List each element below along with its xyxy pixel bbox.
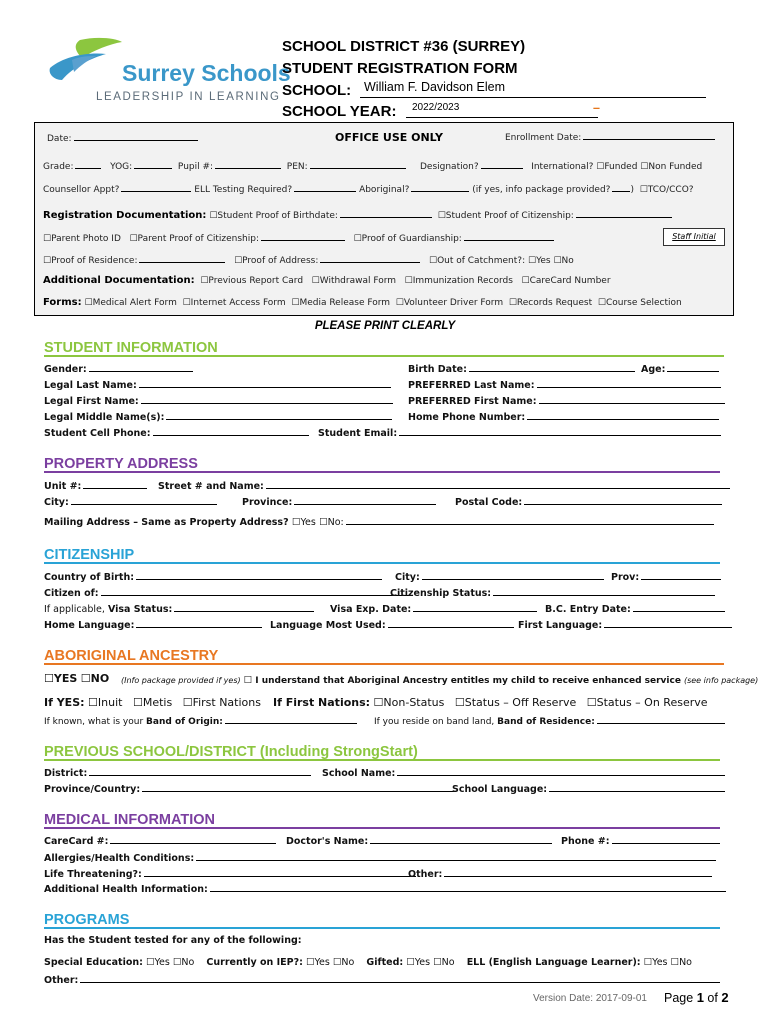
checkbox-icon[interactable]: ☐ [88, 696, 98, 709]
field-street[interactable]: Street # and Name: [158, 479, 730, 492]
field-student-cell[interactable]: Student Cell Phone: [44, 426, 309, 439]
field-birth-prov[interactable]: Prov: [611, 570, 721, 583]
staff-initial-box[interactable]: Staff Initial [663, 228, 725, 246]
field-programs-other[interactable]: Other: [44, 973, 720, 986]
checkbox-icon[interactable]: ☐ [597, 298, 606, 308]
rule-student [44, 355, 724, 357]
heading-programs: PROGRAMS [44, 912, 130, 928]
checkbox-icon[interactable]: ☐ [209, 211, 218, 221]
rule-previous [44, 759, 720, 761]
checkbox-icon[interactable]: ☐ [44, 672, 54, 685]
district-title: SCHOOL DISTRICT #36 (SURREY) [282, 38, 526, 55]
field-visa-exp[interactable]: Visa Exp. Date: [330, 602, 537, 615]
heading-student-information: STUDENT INFORMATION [44, 340, 218, 356]
field-phone[interactable]: Phone #: [561, 834, 720, 847]
checkbox-icon[interactable]: ☐ [373, 696, 384, 709]
checkbox-icon[interactable]: ☐ [305, 957, 315, 968]
checkbox-icon[interactable]: ☐ [200, 276, 209, 286]
field-citizen-of[interactable]: Citizen of: [44, 586, 413, 599]
checkbox-icon[interactable]: ☐ [433, 957, 442, 968]
field-bc-entry[interactable]: B.C. Entry Date: [545, 602, 725, 615]
logo-tagline: LEADERSHIP IN LEARNING [96, 91, 281, 103]
checkbox-icon[interactable]: ☐ [172, 957, 182, 968]
aboriginal-understand[interactable]: (Info package provided if yes) ☐ I understand that Aboriginal Ancestry entitles my child to receive enhanced service (see info package) [121, 675, 759, 686]
checkbox-icon[interactable]: ☐ [332, 957, 342, 968]
rule-property [44, 471, 720, 473]
page-number: Page 1 of 2 [664, 990, 729, 1005]
checkbox-icon[interactable]: ☐ [80, 672, 91, 685]
checkbox-icon[interactable]: ☐ [639, 185, 648, 195]
form-title: STUDENT REGISTRATION FORM [282, 60, 518, 77]
checkbox-icon[interactable]: ☐ [43, 234, 52, 244]
school-line [360, 97, 706, 98]
checkbox-icon[interactable]: ☐ [527, 256, 537, 266]
surrey-schools-logo [44, 36, 291, 108]
office-title: OFFICE USE ONLY [335, 131, 443, 144]
field-birth-city[interactable]: City: [395, 570, 604, 583]
field-school-language[interactable]: School Language: [452, 782, 725, 795]
field-first-language[interactable]: First Language: [518, 618, 732, 631]
programs-options[interactable]: Special Education: ☐Yes ☐No Currently on IEP?: ☐Yes ☐No Gifted: ☐Yes ☐No ELL (English Language Learner): ☐Yes ☐No [44, 957, 692, 968]
field-province[interactable]: Province: [242, 495, 436, 508]
office-row-forms: Forms: ☐Medical Alert Form ☐Internet Access Form ☐Media Release Form ☐Volunteer Driver Form ☐Records Request ☐Course Selection [43, 297, 682, 308]
field-unit[interactable]: Unit #: [44, 479, 147, 492]
field-citizenship-status[interactable]: Citizenship Status: [390, 586, 715, 599]
field-home-language[interactable]: Home Language: [44, 618, 262, 631]
school-year-value[interactable]: 2022/2023 [412, 102, 460, 113]
checkbox-icon[interactable]: ☐ [553, 256, 562, 266]
aboriginal-fn-status[interactable]: If First Nations: ☐Non-Status ☐Status – Off Reserve ☐Status – On Reserve [273, 696, 708, 709]
heading-citizenship: CITIZENSHIP [44, 547, 135, 563]
field-life-threatening[interactable]: Life Threatening?: [44, 867, 416, 880]
checkbox-icon[interactable]: ☐ [291, 517, 301, 528]
field-legal-last-name[interactable]: Legal Last Name: [44, 378, 391, 391]
checkbox-icon[interactable]: ☐ [643, 957, 653, 968]
field-legal-middle-name[interactable]: Legal Middle Name(s): [44, 410, 392, 423]
office-use-box [34, 122, 734, 316]
checkbox-icon[interactable]: ☐ [521, 276, 530, 286]
rule-aboriginal [44, 663, 724, 665]
checkbox-icon[interactable]: ☐ [596, 162, 605, 172]
logo-swoosh-icon [44, 36, 124, 86]
aboriginal-yes-no[interactable]: ☐YES ☐NO [44, 672, 110, 685]
field-preferred-first-name[interactable]: PREFERRED First Name: [408, 394, 725, 407]
heading-medical-information: MEDICAL INFORMATION [44, 812, 216, 828]
field-visa-status[interactable]: If applicable, Visa Status: [44, 602, 314, 615]
school-value[interactable]: William F. Davidson Elem [364, 80, 506, 94]
office-row-grade: Grade: YOG: Pupil #: PEN: Designation? International? ☐Funded ☐Non Funded [43, 159, 702, 172]
field-gender[interactable]: Gender: [44, 362, 193, 375]
checkbox-icon[interactable]: ☐ [454, 696, 465, 709]
field-preferred-last-name[interactable]: PREFERRED Last Name: [408, 378, 721, 391]
checkbox-icon[interactable]: ☐ [311, 276, 320, 286]
school-label: SCHOOL: [282, 82, 352, 99]
checkbox-icon[interactable]: ☐ [145, 957, 155, 968]
checkbox-icon[interactable]: ☐ [395, 298, 404, 308]
field-doctor-name[interactable]: Doctor's Name: [286, 834, 552, 847]
field-country-birth[interactable]: Country of Birth: [44, 570, 382, 583]
rule-citizenship [44, 562, 720, 564]
field-additional-health[interactable]: Additional Health Information: [44, 882, 726, 895]
checkbox-icon[interactable]: ☐ [406, 957, 415, 968]
rule-programs [44, 927, 720, 929]
field-band-residence[interactable]: If you reside on band land, Band of Residence: [374, 714, 725, 727]
checkbox-icon[interactable]: ☐ [437, 211, 446, 221]
field-city[interactable]: City: [44, 495, 217, 508]
checkbox-icon[interactable]: ☐ [182, 298, 191, 308]
field-student-email[interactable]: Student Email: [318, 426, 721, 439]
checkbox-icon[interactable]: ☐ [670, 957, 680, 968]
office-row-registration: Registration Documentation: ☐Student Proof of Birthdate: ☐Student Proof of Citizenship: [43, 208, 672, 221]
field-band-origin[interactable]: If known, what is your Band of Origin: [44, 714, 357, 727]
rule-medical [44, 827, 720, 829]
field-school-name[interactable]: School Name: [322, 766, 725, 779]
field-legal-first-name[interactable]: Legal First Name: [44, 394, 393, 407]
field-carecard[interactable]: CareCard #: [44, 834, 276, 847]
office-date: Date: [47, 131, 198, 144]
office-row-additional: Additional Documentation: ☐Previous Report Card ☐Withdrawal Form ☐Immunization Records ☐CareCard Number [43, 275, 611, 286]
field-postal-code[interactable]: Postal Code: [455, 495, 722, 508]
checkbox-icon[interactable]: ☐ [640, 162, 649, 172]
checkbox-icon[interactable]: ☐ [319, 517, 328, 528]
field-allergies[interactable]: Allergies/Health Conditions: [44, 851, 716, 864]
checkbox-icon[interactable]: ☐ [404, 276, 413, 286]
office-row-counsellor: Counsellor Appt? ELL Testing Required? Aboriginal? (if yes, info package provided? ) ☐TCO/CCO? [43, 182, 694, 195]
aboriginal-if-yes[interactable]: If YES: ☐Inuit ☐Metis ☐First Nations [44, 696, 261, 709]
checkbox-icon[interactable]: ☐ [43, 256, 52, 266]
field-other-medical[interactable]: Other: [408, 867, 712, 880]
checkbox-icon[interactable]: ☐ [129, 234, 138, 244]
field-birth-date[interactable]: Birth Date: [408, 362, 635, 375]
checkbox-icon[interactable]: ☐ [353, 234, 362, 244]
field-home-phone[interactable]: Home Phone Number: [408, 410, 719, 423]
school-year-label: SCHOOL YEAR: [282, 103, 397, 120]
field-language-most-used[interactable]: Language Most Used: [270, 618, 514, 631]
checkbox-icon[interactable]: ☐ [234, 256, 243, 266]
programs-question: Has the Student tested for any of the following: [44, 935, 302, 946]
heading-aboriginal-ancestry: ABORIGINAL ANCESTRY [44, 648, 219, 664]
checkbox-icon[interactable]: ☐ [132, 696, 143, 709]
logo-brand-name: Surrey Schools [122, 60, 291, 86]
school-year-line [406, 117, 598, 118]
checkbox-icon[interactable]: ☐ [243, 675, 253, 686]
heading-property-address: PROPERTY ADDRESS [44, 456, 198, 472]
print-clearly-note: PLEASE PRINT CLEARLY [314, 320, 456, 332]
heading-previous-school: PREVIOUS SCHOOL/DISTRICT (Including StrongStart) [44, 744, 418, 760]
field-mailing-address[interactable]: Mailing Address – Same as Property Address? ☐Yes ☐No: [44, 515, 714, 528]
checkbox-icon[interactable]: ☐ [586, 696, 597, 709]
field-province-country[interactable]: Province/Country: [44, 782, 456, 795]
office-row-parent: ☐Parent Photo ID ☐Parent Proof of Citizenship: ☐Proof of Guardianship: [43, 231, 554, 244]
field-district[interactable]: District: [44, 766, 311, 779]
office-row-residence: ☐Proof of Residence: ☐Proof of Address: ☐Out of Catchment?: ☐Yes ☐No [43, 253, 574, 266]
version-date: Version Date: 2017-09-01 [533, 993, 647, 1004]
checkbox-icon[interactable]: ☐ [182, 696, 193, 709]
school-year-mark: – [593, 101, 600, 115]
office-enrollment-date: Enrollment Date: [505, 130, 715, 143]
checkbox-icon[interactable]: ☐ [291, 298, 300, 308]
checkbox-icon[interactable]: ☐ [428, 256, 438, 266]
checkbox-icon[interactable]: ☐ [84, 298, 93, 308]
checkbox-icon[interactable]: ☐ [508, 298, 517, 308]
field-age[interactable]: Age: [641, 362, 719, 375]
